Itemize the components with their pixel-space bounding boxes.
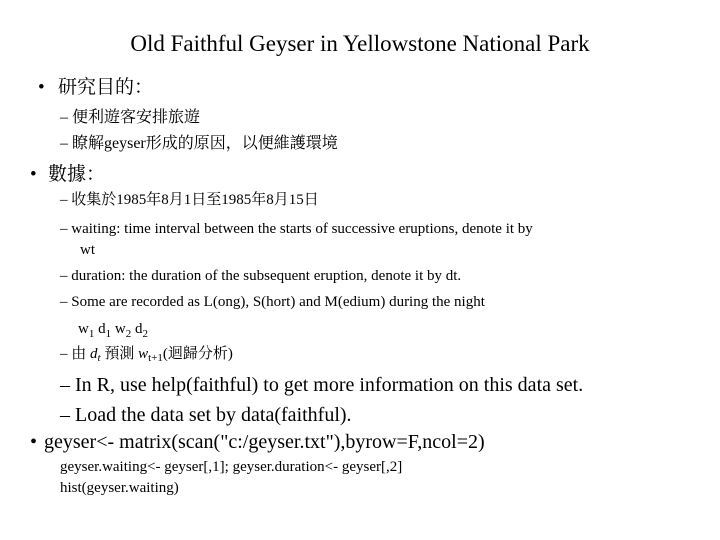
bullet: • bbox=[30, 164, 37, 185]
predict-mid: 預測 bbox=[104, 346, 135, 362]
data-item: – duration: the duration of the subsequent eruption, denote it by dt. bbox=[60, 268, 462, 284]
formula-line bbox=[78, 322, 148, 340]
predict-suffix: (迴歸分析) bbox=[162, 346, 233, 362]
formula-w: w bbox=[114, 321, 126, 337]
page-title: Old Faithful Geyser in Yellowstone National Park bbox=[130, 31, 590, 56]
purpose-item: – 便利遊客安排旅遊 bbox=[60, 109, 201, 126]
formula-sub: 2 bbox=[142, 328, 148, 340]
data-item: – waiting: time interval between the starts of successive eruptions, denote it by bbox=[60, 221, 533, 237]
predict-prefix: – 由 bbox=[60, 346, 87, 362]
formula-sub: 1 bbox=[105, 328, 112, 340]
geyser-line: geyser<- matrix(scan("c:/geyser.txt"),byrow=F,ncol=2) bbox=[44, 431, 485, 453]
code-line: hist(geyser.waiting) bbox=[60, 480, 179, 496]
r-item: – In R, use help(faithful) to get more information on this data set. bbox=[60, 374, 584, 396]
data-item: – 收集於1985年8月1日至1985年8月15日 bbox=[60, 192, 319, 208]
predict-line bbox=[60, 347, 233, 364]
predict-dt: d bbox=[90, 346, 98, 362]
data-heading: 數據： bbox=[48, 164, 106, 185]
predict-sub: t+1 bbox=[148, 352, 163, 364]
data-item: wt bbox=[80, 242, 95, 258]
purpose-heading: 研究目的： bbox=[58, 77, 154, 98]
r-item: – Load the data set by data(faithful). bbox=[60, 404, 352, 426]
formula-w: w bbox=[78, 321, 89, 337]
predict-w: w bbox=[138, 346, 149, 362]
bullet: • bbox=[38, 77, 45, 98]
predict-sub: t bbox=[97, 352, 101, 364]
formula-d: d bbox=[98, 321, 106, 337]
formula-d: d bbox=[134, 321, 143, 337]
formula-sub: 1 bbox=[88, 328, 95, 340]
purpose-item: – 瞭解geyser形成的原因，以便維護環境 bbox=[60, 135, 338, 152]
data-item: – Some are recorded as L(ong), S(hort) and M(edium) during the night bbox=[60, 294, 485, 310]
formula-sub: 2 bbox=[125, 328, 132, 340]
code-line: geyser.waiting<- geyser[,1]; geyser.duration<- geyser[,2] bbox=[60, 459, 403, 475]
bullet: • bbox=[30, 431, 38, 453]
